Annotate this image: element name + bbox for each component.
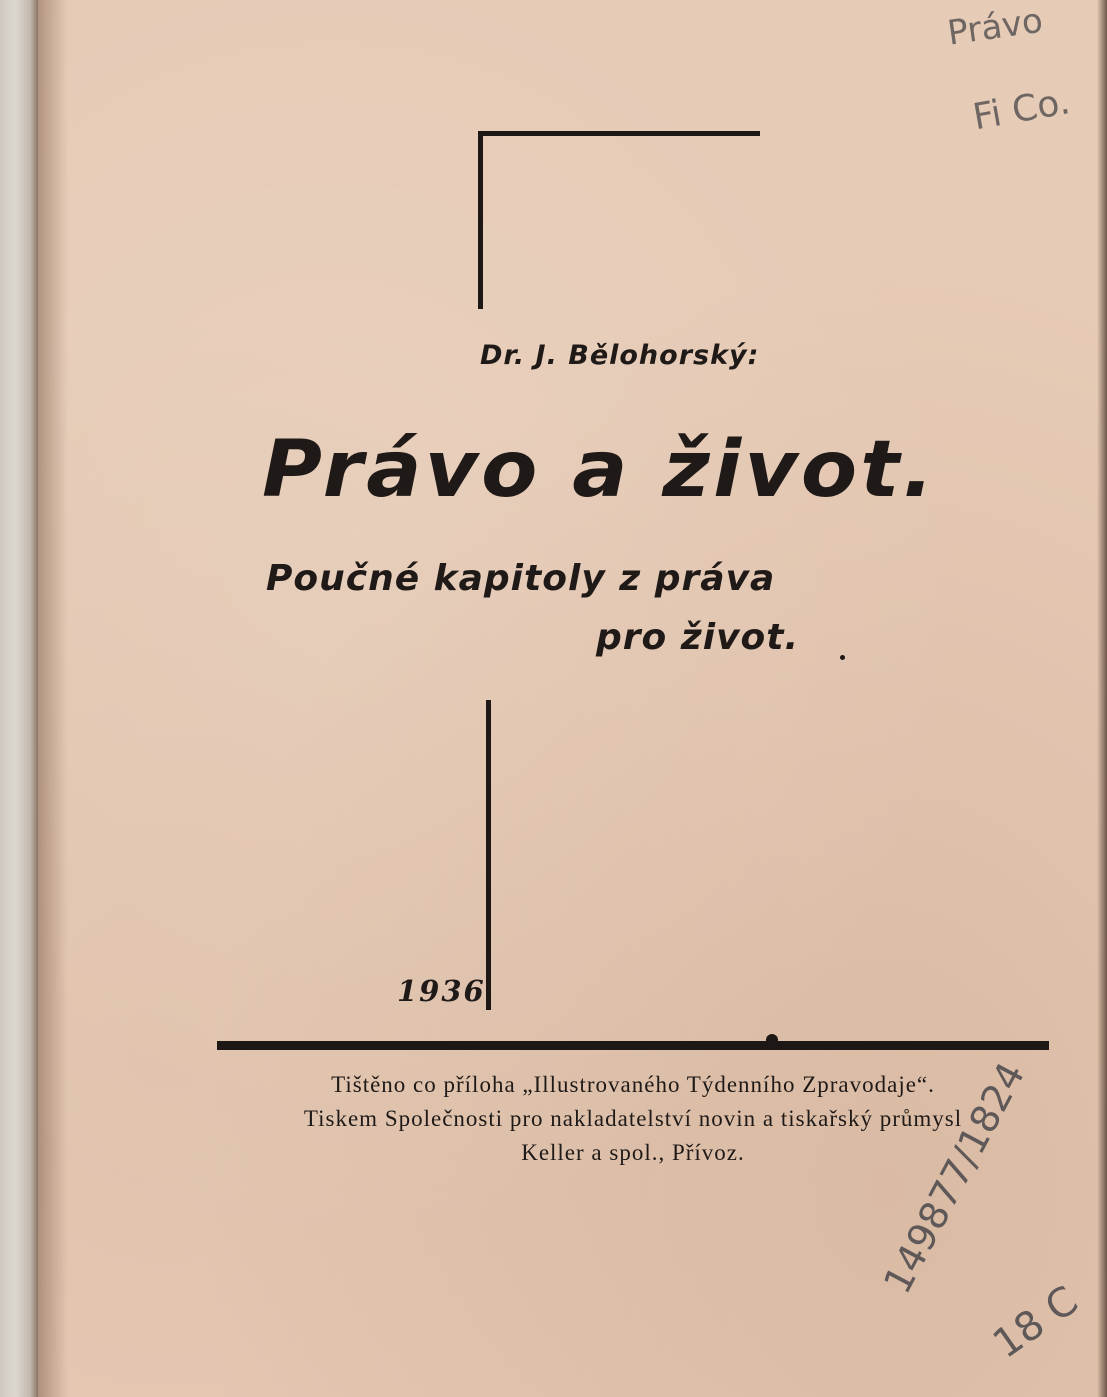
author-name: Dr. J. Bělohorský:: [480, 340, 760, 371]
spine-shadow: [38, 0, 68, 1397]
subtitle-line-1: Poučné kapitoly z práva: [266, 558, 776, 599]
book-spine-edge: [0, 0, 38, 1397]
pencil-note-title: Právo: [945, 0, 1046, 54]
pencil-catalog-number: 149877/1824: [875, 1055, 1034, 1301]
imprint-line-3: Keller a spol., Přívoz.: [521, 1140, 745, 1165]
imprint-block: [218, 1068, 1048, 1170]
pencil-note-category: Fi Co.: [970, 81, 1074, 139]
top-horizontal-rule: [478, 131, 760, 136]
ink-dot: [766, 1034, 778, 1046]
subtitle-line-2: pro život.: [596, 617, 800, 658]
middle-vertical-rule: [486, 700, 491, 1010]
bottom-horizontal-rule: [217, 1041, 1049, 1050]
pencil-shelf-mark: 18 C: [985, 1277, 1087, 1368]
top-vertical-rule: [478, 131, 483, 309]
imprint-line-1: Tištěno co příloha „Illustrovaného Týdenního Zpravodaje“.: [331, 1072, 935, 1097]
page-right-edge: [1097, 0, 1107, 1397]
ink-speck: [840, 655, 845, 660]
book-title: Právo a život.: [262, 425, 937, 515]
imprint-line-2: Tiskem Společnosti pro nakladatelství novin a tiskařský průmysl: [303, 1106, 963, 1131]
publication-year: 1936: [397, 974, 486, 1008]
